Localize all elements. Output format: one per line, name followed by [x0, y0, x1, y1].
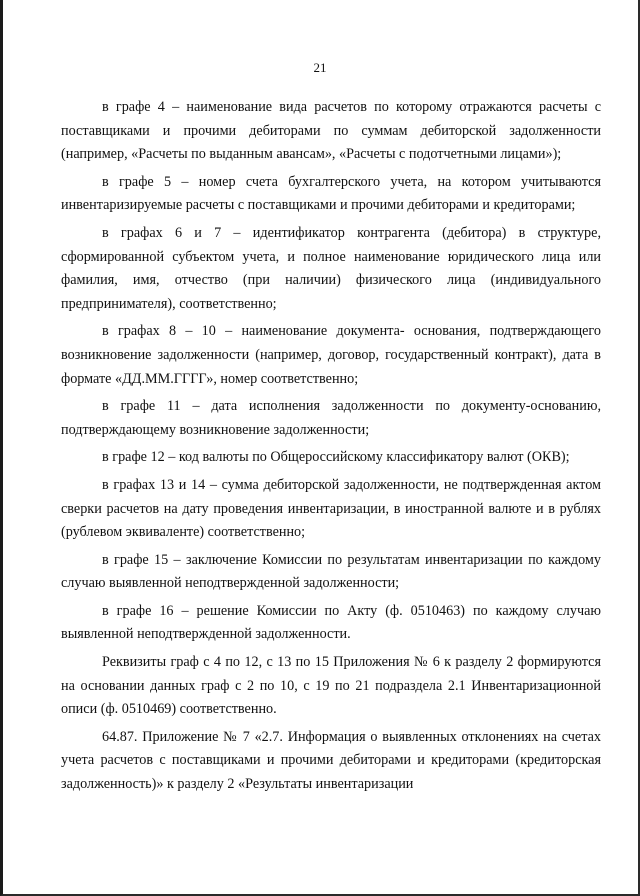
paragraph-columns-8-10: в графах 8 – 10 – наименование документа- основания, подтверждающего возникновение задолженности (например, договор, государственный контракт), дата в формате «ДД.ММ.ГГГГ», номер соответственно; — [61, 323, 601, 387]
paragraph-requisites: Реквизиты граф с 4 по 12, с 13 по 15 Приложения № 6 к разделу 2 формируются на основании данных граф с 2 по 10, с 19 по 21 подраздела 2.1 Инвентаризационной описи (ф. 0510469) соответственно. — [61, 654, 601, 718]
document-body — [61, 96, 601, 801]
paragraph-column-11: в графе 11 – дата исполнения задолженности по документу-основанию, подтверждающему возникновение задолженности; — [61, 398, 601, 438]
paragraph-column-16: в графе 16 – решение Комиссии по Акту (ф. 0510463) по каждому случаю выявленной неподтвержденной задолженности. — [61, 602, 601, 643]
page-number: 21 — [313, 60, 327, 75]
paragraph-column-5: в графе 5 – номер счета бухгалтерского учета, на котором учитываются инвентаризируемые расчеты с поставщиками и прочими дебиторами и кредиторами; — [61, 173, 601, 214]
paragraph-column-4: в графе 4 – наименование вида расчетов по которому отражаются расчеты с поставщиками и прочими дебиторами по суммам дебиторской задолженности (например, «Расчеты по выданным авансам», «Расчеты с подотчетными лицами»); — [61, 99, 601, 163]
paragraph-columns-6-7: в графах 6 и 7 – идентификатор контрагента (дебитора) в структуре, сформированной субъектом учета, и полное наименование юридического лица или фамилия, имя, отчество (при наличии) физического лица (индивидуального предпринимателя), соответственно; — [61, 224, 601, 312]
paragraph-column-12: в графе 12 – код валюты по Общероссийскому классификатору валют (ОКВ); — [102, 449, 570, 466]
paragraph-columns-13-14: в графах 13 и 14 – сумма дебиторской задолженности, не подтвержденная актом сверки расчетов на дату проведения инвентаризации, в иностранной валюте и в рублях (рублевом эквиваленте) соответственно; — [61, 476, 601, 541]
paragraph-column-15: в графе 15 – заключение Комиссии по результатам инвентаризации по каждому случаю выявленной неподтвержденной задолженности; — [61, 551, 601, 592]
paragraph-64-87: 64.87. Приложение № 7 «2.7. Информация о выявленных отклонениях на счетах учета расчетов с поставщиками и прочими дебиторами и кредиторами (кредиторская задолженность)» к разделу 2 «Результаты инвентаризации — [61, 728, 601, 793]
